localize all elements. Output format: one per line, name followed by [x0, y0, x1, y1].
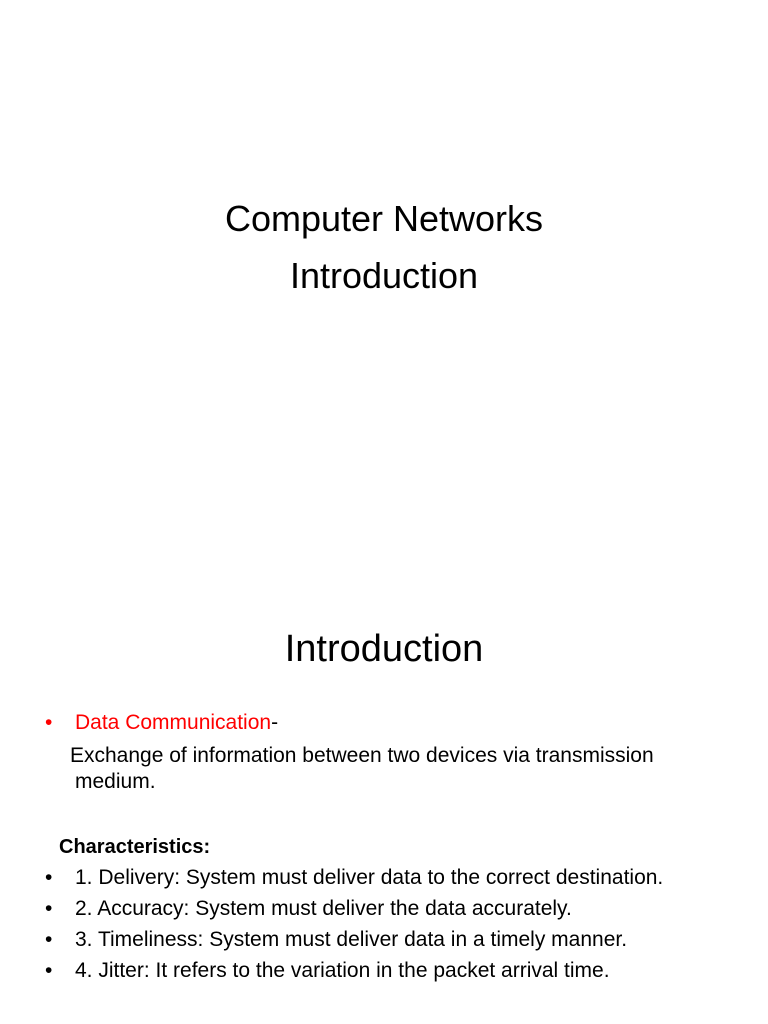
characteristics-list — [45, 865, 745, 989]
bullet-icon: • — [45, 711, 53, 734]
characteristic-item — [45, 896, 745, 922]
slide-title: Introduction — [284, 628, 484, 670]
characteristics-heading: Characteristics: — [59, 836, 211, 858]
title-slide-heading — [0, 190, 768, 304]
title-line-1: Computer Networks — [224, 198, 544, 239]
bullet-icon: • — [45, 897, 53, 920]
data-communication-bullet — [45, 710, 725, 736]
bullet-icon: • — [45, 959, 53, 982]
bullet-icon: • — [45, 928, 53, 951]
data-communication-line — [45, 710, 725, 736]
characteristic-item — [45, 927, 745, 953]
characteristic-text: 3. Timeliness: System must deliver data in a timely manner. — [75, 928, 628, 951]
characteristic-text: 2. Accuracy: System must deliver the data accurately. — [75, 897, 572, 920]
characteristic-text: 4. Jitter: It refers to the variation in the packet arrival time. — [75, 959, 610, 982]
introduction-slide — [0, 576, 768, 1024]
characteristic-item — [45, 865, 745, 891]
data-communication-description: Exchange of information between two devices via transmission medium. — [70, 744, 654, 793]
title-line-2: Introduction — [289, 255, 479, 296]
data-communication-suffix: - — [271, 711, 279, 734]
data-communication-term: Data Communication — [75, 711, 272, 734]
characteristic-item — [45, 958, 745, 984]
characteristic-text: 1. Delivery: System must deliver data to the correct destination. — [75, 866, 664, 889]
bullet-icon: • — [45, 866, 53, 889]
